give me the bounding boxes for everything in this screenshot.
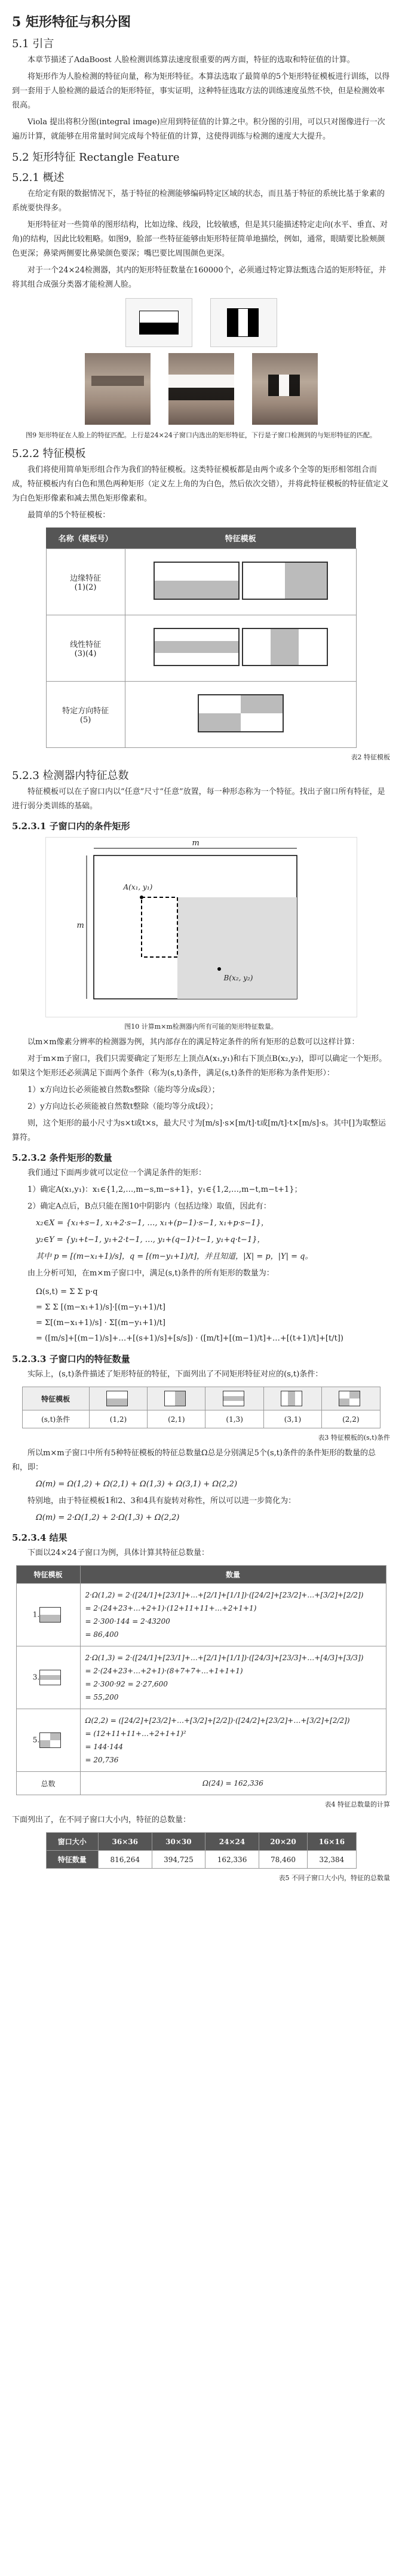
- subwindow-diagram-svg: [46, 838, 357, 1017]
- equation-y: y₂∈Y = {y₁+t−1, y₁+2·t−1, …, y₁+(q−1)·t−1, y₁+q·t−1}，: [36, 1235, 265, 1244]
- table-row: 特定方向特征 (5): [46, 682, 356, 748]
- condition-1: 1）x方向边长必须能被自然数s整除（能均等分成s段）；: [27, 1085, 220, 1094]
- paragraph: 特征模板可以在子窗口内以“任意”尺寸“任意”放置，每一种形态称为一个特征。找出子窗口所有特征，是进行弱分类训练的基础。: [12, 787, 385, 811]
- step-2: 2）确定A点后，B点只能在图10中阴影内（包括边缘）取值，因此有：: [27, 1202, 271, 1211]
- table-header: 特征模板: [125, 528, 356, 549]
- table-3-caption: 表3 特征模板的(s,t)条件: [318, 1434, 390, 1442]
- face-image-overlay-2: [252, 353, 318, 425]
- figure-10-caption: 图10 计算m×m检测器内所有可能的矩形特征数量。: [124, 1023, 278, 1031]
- feature-example-horizontal: [125, 298, 192, 347]
- st-condition-table: 特征模板 (s,t)条件 (1,2) (2,1) (1,3) (3,1) (2,2): [22, 1387, 380, 1428]
- paragraph: 对于m×m子窗口，我们只需要确定了矩形左上顶点A(x₁,y₁)和右下顶点B(x₂,y₂)，即可以确定一个矩形。如果这个矩形还必须满足下面两个条件（称为(s,t)条件，满足(s,t)条件的矩形称为条件矩形）：: [12, 1054, 387, 1078]
- figure-9-top: [12, 298, 390, 347]
- paragraph: 则，这个矩形的最小尺寸为s×t或t×s，最大尺寸为[m/s]·s×[m/t]·t或[m/t]·t×[m/s]·s。其中[]为取整运算符。: [12, 1119, 386, 1142]
- omega-equation-block: [36, 1284, 390, 1347]
- template-line-3: [154, 628, 240, 666]
- omega-line-3: = Σ[(m−x₁+1)/s] · Σ[(m−y₁+1)/t]: [36, 1318, 165, 1327]
- paragraph: 特别地，由于特征模板1和2、3和4具有旋转对称性，所以可以进一步简化为：: [27, 1496, 296, 1505]
- subsection-templates: 5.2.2 特征模板: [12, 447, 86, 460]
- paragraph: 将矩形作为人脸检测的特征向量，称为矩形特征。本算法选取了最简单的5个矩形特征模板进行训练，以得到一套用于人脸检测的最适合的矩形特征，事实证明，这种特征选取方法的训练速度虽然不快，但是检测效率很高。: [12, 72, 390, 110]
- paragraph: 实际上，(s,t)条件描述了矩形特征的特征，下面列出了不同矩形特征对应的(s,t)条件：: [27, 1370, 323, 1379]
- subsubsection-result: 5.2.3.4 结果: [12, 1532, 67, 1543]
- template-3-icon: [39, 1670, 61, 1685]
- paragraph: Viola 提出将积分图(integral image)应用到特征值的计算之中。积分图的引用，可以只对图像进行一次遍历计算，就能够在用常量时间完成每个特征值的计算，这使得训练与检测的速度大大提升。: [12, 118, 385, 141]
- subsubsection-cond-count: 5.2.3.2 条件矩形的数量: [12, 1152, 112, 1163]
- final-count-table: 窗口大小 36×36 30×30 24×24 20×20 16×16 特征数量 816,264 394,725 162,336 78,460 32,384: [46, 1832, 357, 1869]
- paragraph: 我们将使用简单矩形组合作为我们的特征模板。这类特征模板都是由两个或多个全等的矩形相邻组合而成，特征模板内有白色和黑色两种矩形（定义左上角的为白色，然后依次交错），并将此特征模板的特征值定义为白色矩形像素和减去黑色矩形像素和。: [12, 465, 389, 503]
- paragraph: 下面以24×24子窗口为例，具体计算其特征总数量：: [27, 1548, 209, 1557]
- table-row: (s,t)条件 (1,2) (2,1) (1,3) (3,1) (2,2): [22, 1410, 380, 1428]
- omega-line-2: = Σ Σ [(m−x₁+1)/s]·[(m−y₁+1)/t]: [36, 1303, 165, 1312]
- feature-example-vertical: [210, 298, 277, 347]
- face-image-overlay-1: [168, 353, 234, 425]
- paragraph: 由上分析可知，在m×m子窗口中，满足(s,t)条件的所有矩形的数量为：: [27, 1269, 274, 1278]
- condition-2: 2）y方向边长必须能被自然数t整除（能均等分成t段）；: [27, 1102, 218, 1111]
- template-edge-1: [154, 562, 240, 600]
- template-2-icon: [164, 1391, 186, 1406]
- template-1-icon: [106, 1391, 128, 1406]
- table-4-caption: 表4 特征总数量的计算: [324, 1801, 390, 1808]
- subsection-rect-feature: 5.2 矩形特征 Rectangle Feature: [12, 151, 180, 164]
- paragraph: 以m×m像素分辨率的检测器为例，其内部存在的满足特定条件的所有矩形的总数可以这样计算：: [27, 1038, 360, 1047]
- table-row: 特征数量 816,264 394,725 162,336 78,460 32,384: [46, 1851, 356, 1869]
- figure-9-bottom: [12, 353, 390, 425]
- result-table: 特征模板 数量 1. 2·Ω(1,2) = 2·([24/1]+[23/1]+…+[2/1]+[1/1])·([24/2]+[23/2]+…+[3/2]+[2/2]) = 2·(24+23+…+2+1)·(12+11+11+…+2+1+1) = 2·300·144 = 2·43200 = 86,400 3. 2·Ω(1,3) = 2·([24/1]+[23/1]+…+[2/1]+[1/1])·([24/3]+[23/3]+…+[4/3]+[3/3]) = 2·(24+23+…+2+1)·(8+7+7+…+1+1+1) = 2·300·92 = 2·27,600 = 55,200 5. Ω(2,2) = ([24/2]+[23/2]+…+[3/2]+[2/2])·([24/2]+[23/2]+…+[3/2]+[2/2]) = (12+11+11+…+2+1+1)² = 144·144 = 20,736 总数 Ω(24) = 162,336: [16, 1565, 386, 1795]
- template-1-icon: [39, 1607, 61, 1623]
- subsection-overview: 5.2.1 概述: [12, 171, 65, 184]
- step-1: 1）确定A(x₁,y₁)：x₁∈{1,2,…,m−s,m−s+1}，y₁∈{1,2,…,m−t,m−t+1}；: [27, 1185, 302, 1194]
- paragraph: 对于一个24×24检测器，其内的矩形特征数量在160000个，必须通过特定算法甄选合适的矩形特征，并将其组合成强分类器才能检测人脸。: [12, 266, 386, 289]
- diagram-label-b: B(x₂, y₂): [223, 974, 253, 982]
- template-line-4: [242, 628, 328, 666]
- subsubsection-feature-count: 5.2.3.3 子窗口内的特征数量: [12, 1354, 130, 1364]
- figure-10-diagram: [45, 837, 357, 1017]
- omega-line-1: Ω(s,t) = Σ Σ p·q: [36, 1287, 98, 1296]
- template-table: [46, 528, 357, 748]
- table-5-caption: 表5 不同子窗口大小内，特征的总数量: [278, 1874, 390, 1882]
- paragraph: 所以m×m子窗口中所有5种特征模板的特征总数量Ω总是分别满足5个(s,t)条件的条件矩形的数量的总和，即：: [12, 1449, 376, 1472]
- diagram-label-a: A(x₁, y₁): [123, 883, 153, 891]
- template-5-icon: [39, 1732, 61, 1748]
- paragraph: 最简单的5个特征模板：: [27, 511, 111, 520]
- paragraph: 本章节描述了AdaBoost 人脸检测训练算法速度很重要的两方面，特征的选取和特征值的计算。: [27, 56, 355, 65]
- subsection-feature-count: 5.2.3 检测器内特征总数: [12, 769, 129, 782]
- figure-9-caption: 图9 矩形特征在人脸上的特征匹配。上行是24×24子窗口内选出的矩形特征，下行是子窗口检测到的与矩形特征的匹配。: [26, 431, 376, 439]
- paragraph: 我们通过下面两步就可以定位一个满足条件的矩形：: [27, 1169, 207, 1177]
- section-title: 5 矩形特征与积分图: [12, 14, 131, 30]
- table-row: 总数 Ω(24) = 162,336: [16, 1772, 386, 1795]
- table-row: 线性特征 (3)(4): [46, 615, 356, 682]
- table-row: 3. 2·Ω(1,3) = 2·([24/1]+[23/1]+…+[2/1]+[1/1])·([24/3]+[23/3]+…+[4/3]+[3/3]) = 2·(24+23+…+2+1)·(8+7+7+…+1+1+1) = 2·300·92 = 2·27,600 = 55,200: [16, 1646, 386, 1709]
- diagram-label-m-left: m: [76, 921, 84, 930]
- diagram-label-m-top: m: [192, 839, 200, 848]
- omega-line-4: = ([m/s]+[(m−1)/s]+…+[(s+1)/s]+[s/s]) · ([m/t]+[(m−1)/t]+…+[(t+1)/t]+[t/t]): [36, 1334, 343, 1343]
- equation-total-simplified: Ω(m) = 2·Ω(1,2) + 2·Ω(1,3) + Ω(2,2): [36, 1513, 180, 1522]
- table-row: 边缘特征 (1)(2): [46, 549, 356, 615]
- paragraph: 矩形特征对一些简单的图形结构，比如边缘、线段，比较敏感，但是其只能描述特定走向(水平、垂直、对角)的结构，因此比较粗略。如图9，脸部一些特征能够由矩形特征简单地描绘，例如，通常，眼睛要比脸颊颜色更深；鼻梁两侧要比鼻梁颜色要深；嘴巴要比周围颜色更深。: [12, 220, 388, 258]
- template-diagonal-5: [198, 694, 284, 732]
- table-row: 5. Ω(2,2) = ([24/2]+[23/2]+…+[3/2]+[2/2])·([24/2]+[23/2]+…+[3/2]+[2/2]) = (12+11+11+…+2+1+1)² = 144·144 = 20,736: [16, 1709, 386, 1772]
- paragraph: 在给定有限的数据情况下，基于特征的检测能够编码特定区域的状态，而且基于特征的系统比基于象素的系统要快得多。: [12, 189, 385, 213]
- table-2-caption: 表2 特征模板: [351, 753, 390, 761]
- template-edge-2: [242, 562, 328, 600]
- template-4-icon: [281, 1391, 302, 1406]
- equation-total: Ω(m) = Ω(1,2) + Ω(2,1) + Ω(1,3) + Ω(3,1) + Ω(2,2): [36, 1480, 238, 1489]
- table-header: 名称（模板号）: [46, 528, 125, 549]
- subsubsection-cond-rect: 5.2.3.1 子窗口内的条件矩形: [12, 821, 130, 832]
- equation-x: x₂∈X = {x₁+s−1, x₁+2·s−1, …, x₁+(p−1)·s−1, x₁+p·s−1}，: [36, 1219, 269, 1228]
- template-3-icon: [223, 1391, 244, 1406]
- paragraph: 下面列出了，在不同子窗口大小内，特征的总数量：: [12, 1816, 191, 1824]
- table-row: 1. 2·Ω(1,2) = 2·([24/1]+[23/1]+…+[2/1]+[1/1])·([24/2]+[23/2]+…+[3/2]+[2/2]) = 2·(24+23+…+2+1)·(12+11+11+…+2+1+1) = 2·300·144 = 2·43200 = 86,400: [16, 1584, 386, 1646]
- template-5-icon: [339, 1391, 360, 1406]
- subsection-intro: 5.1 引言: [12, 38, 54, 50]
- face-image: [85, 353, 151, 425]
- equation-pq: 其中 p = [(m−x₁+1)/s]，q = [(m−y₁+1)/t]，并且知道，|X| = p，|Y| = q。: [36, 1252, 313, 1261]
